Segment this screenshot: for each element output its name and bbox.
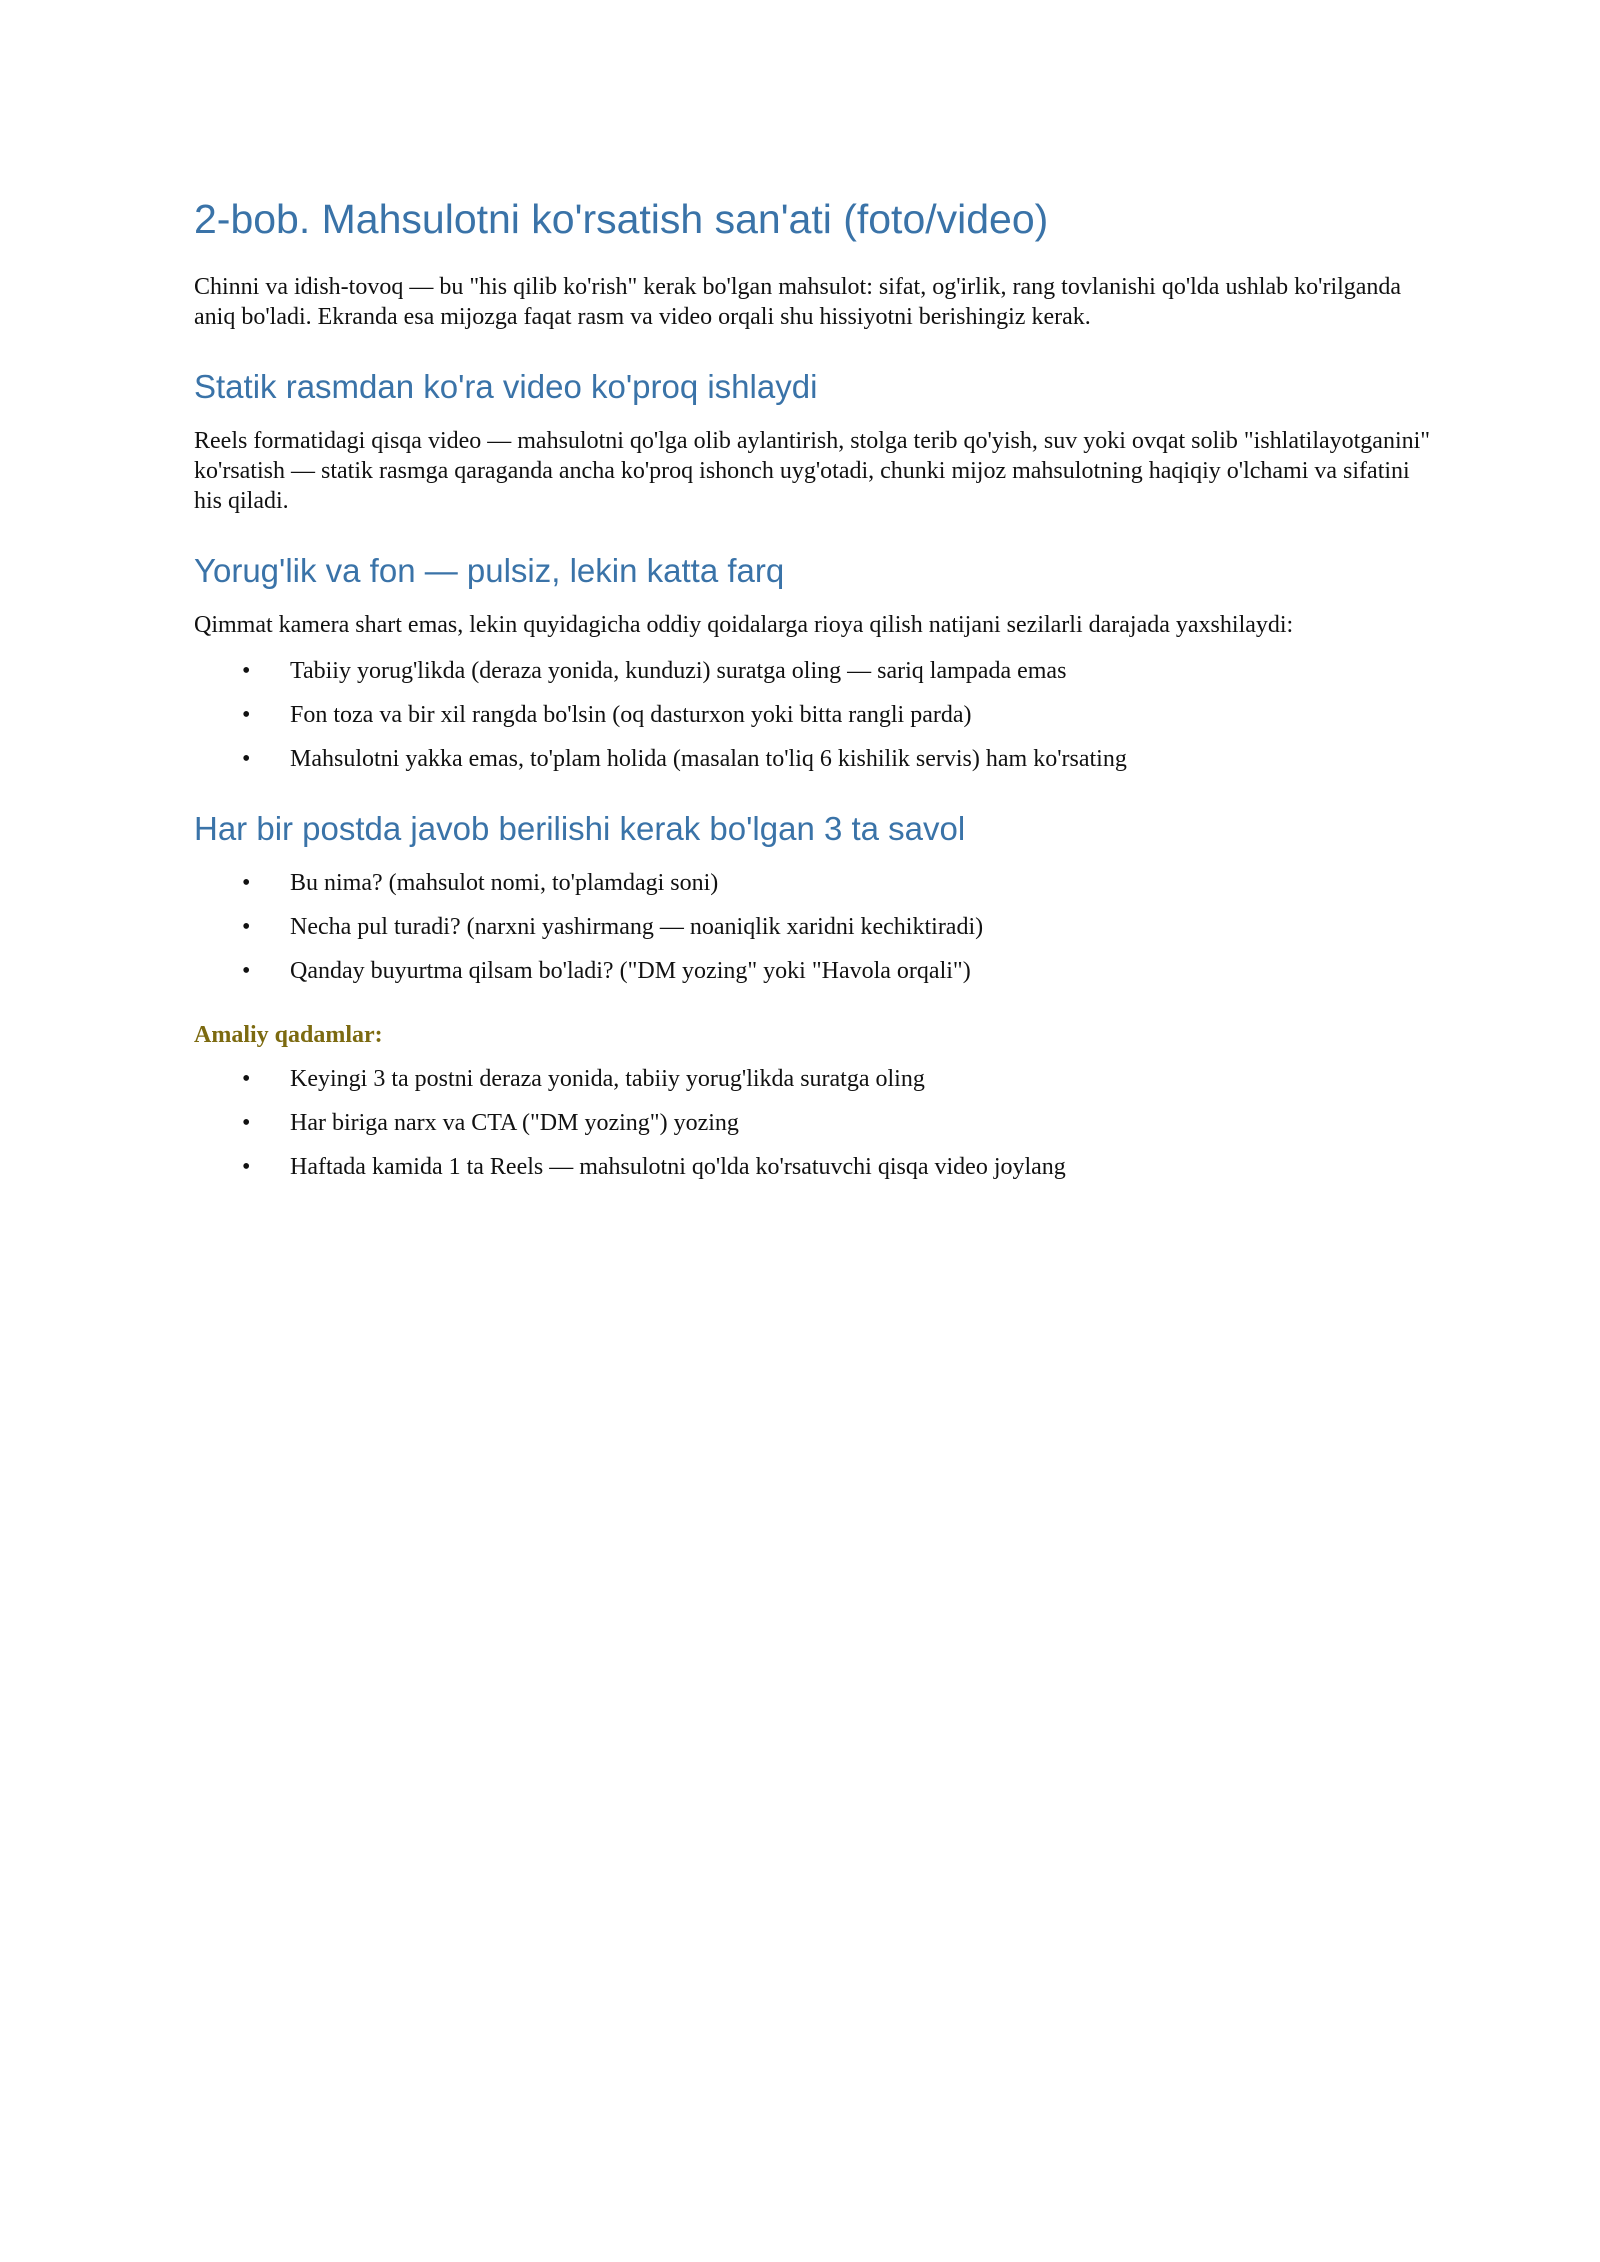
list-item-text: Fon toza va bir xil rangda bo'lsin (oq dasturxon yoki bitta rangli parda) [290,702,972,728]
list-item [194,1064,1434,1094]
lighting-bullet-list [194,656,1434,774]
bullet-icon: • [242,746,251,772]
bullet-icon: • [242,1154,251,1180]
list-item-text: Bu nima? (mahsulot nomi, to'plamdagi soni) [290,870,719,896]
section-heading-questions: Har bir postda javob berilishi kerak bo'lgan 3 ta savol [194,810,966,847]
chapter-title: 2-bob. Mahsulotni ko'rsatish san'ati (foto/video) [194,196,1049,242]
list-item [194,700,1434,730]
bullet-icon: • [242,870,251,896]
bullet-icon: • [242,658,251,684]
list-item-text: Qanday buyurtma qilsam bo'ladi? ("DM yozing" yoki "Havola orqali") [290,958,971,984]
list-item-text: Haftada kamida 1 ta Reels — mahsulotni qo'lda ko'rsatuvchi qisqa video joylang [290,1154,1066,1180]
section-heading-video: Statik rasmdan ko'ra video ko'proq ishlaydi [194,368,818,405]
list-item [194,1152,1434,1182]
section-heading-lighting: Yorug'lik va fon — pulsiz, lekin katta farq [194,552,785,589]
list-item-text: Necha pul turadi? (narxni yashirmang — noaniqlik xaridni kechiktiradi) [290,914,984,940]
list-item-text: Tabiiy yorug'likda (deraza yonida, kunduzi) suratga oling — sariq lampada emas [290,658,1067,684]
section-paragraph-lighting: Qimmat kamera shart emas, lekin quyidagicha oddiy qoidalarga rioya qilish natijani sezilarli darajada yaxshilaydi: [194,612,1294,638]
list-item-text: Har biriga narx va CTA ("DM yozing") yozing [290,1110,739,1136]
list-item [194,956,1434,986]
bullet-icon: • [242,914,251,940]
list-item-text: Keyingi 3 ta postni deraza yonida, tabiiy yorug'likda suratga oling [290,1066,925,1092]
list-item [194,868,1434,898]
intro-paragraph: Chinni va idish-tovoq — bu "his qilib ko'rish" kerak bo'lgan mahsulot: sifat, og'irlik, rang tovlanishi qo'lda ushlab ko'rilganda aniq bo'ladi. Ekranda esa mijozga faqat rasm va video orqali shu hissiyotni berishingiz kerak. [194,274,1402,330]
list-item-text: Mahsulotni yakka emas, to'plam holida (masalan to'liq 6 kishilik servis) ham ko'rsating [290,746,1127,772]
list-item [194,656,1434,686]
questions-bullet-list [194,868,1434,986]
practical-steps-heading: Amaliy qadamlar: [194,1022,383,1048]
bullet-icon: • [242,1110,251,1136]
list-item [194,912,1434,942]
bullet-icon: • [242,702,251,728]
bullet-icon: • [242,958,251,984]
section-paragraph-video: Reels formatidagi qisqa video — mahsulotni qo'lga olib aylantirish, stolga terib qo'yish, suv yoki ovqat solib "ishlatilayotganini" ko'rsatish — statik rasmga qaraganda ancha ko'proq ishonch uyg'otadi, chunki mijoz mahsulotning haqiqiy o'lchami va sifatini his qiladi. [194,428,1431,514]
practical-steps-list [194,1064,1434,1182]
list-item [194,744,1434,774]
document-content [194,190,1434,1196]
list-item [194,1108,1434,1138]
bullet-icon: • [242,1066,251,1092]
